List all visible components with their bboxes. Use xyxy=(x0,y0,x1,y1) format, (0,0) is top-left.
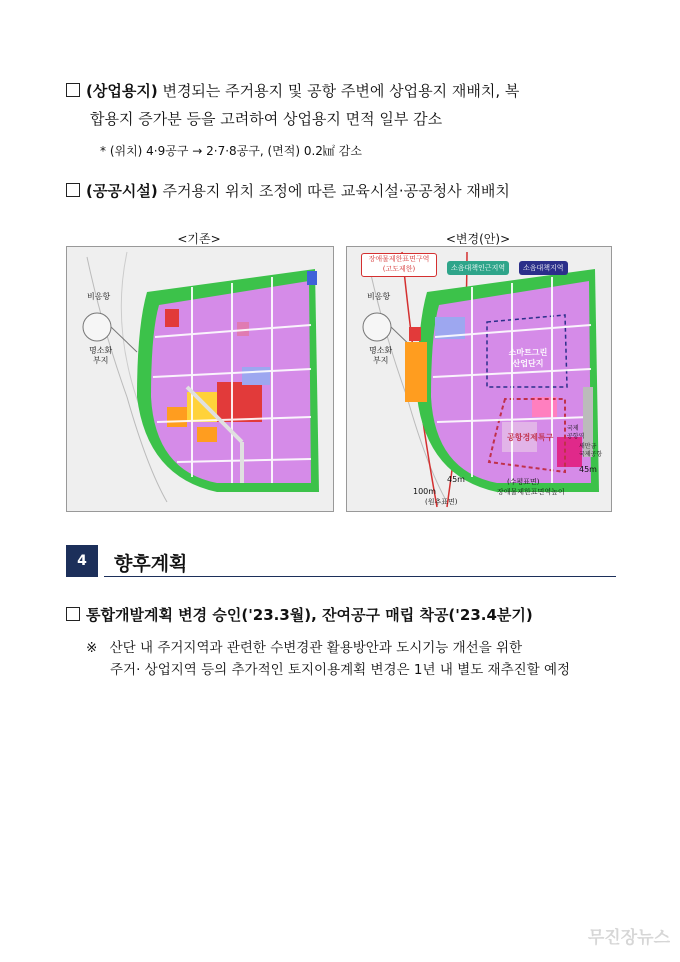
para-commercial-line2: 합용지 증가분 등을 고려하여 상업용지 면적 일부 감소 xyxy=(90,110,443,128)
zone-height-limit-label: 장애물제한표면구역 xyxy=(368,255,430,263)
map-after xyxy=(346,246,612,512)
map-after-caption: <변경(안)> xyxy=(445,232,511,246)
map-after-site1: 명소화 xyxy=(369,346,393,355)
checkbox-icon xyxy=(66,183,80,197)
section-number: 4 xyxy=(66,545,98,577)
surface-conical: (원추표면) xyxy=(425,498,458,506)
para-commercial-lead: (상업용지) xyxy=(86,82,158,100)
saemangeum-line1: 새만금 xyxy=(579,443,597,450)
smart-green-label xyxy=(497,347,559,369)
map-before-site1: 명소화 xyxy=(89,346,113,355)
zone-height-limit-sub: (고도제한) xyxy=(382,265,416,273)
para-note-line1: 산단 내 주거지역과 관련한 수변경관 활용방안과 도시기능 개선을 위한 xyxy=(109,640,523,656)
para-commercial xyxy=(66,80,519,101)
para-note xyxy=(86,636,522,656)
para-public-lead: (공공시설) xyxy=(86,182,158,200)
para-note-line2: 주거· 상업지역 등의 추가적인 토지이용계획 변경은 1년 내 별도 재추진할 예정 xyxy=(110,662,571,678)
section-header xyxy=(66,545,616,577)
map-before-site2: 부지 xyxy=(93,356,109,365)
height-100m: 100m xyxy=(413,487,437,496)
airport-zone-label: 공항경제특구 xyxy=(507,433,554,442)
intl-station-label xyxy=(567,425,584,441)
checkbox-icon xyxy=(66,607,80,621)
para-public-text: 주거용지 위치 조정에 따른 교육시설·공공청사 재배치 xyxy=(162,182,510,200)
zone-height-limit xyxy=(361,253,437,277)
smart-green-line2: 산업단지 xyxy=(512,359,544,368)
map-before-figure xyxy=(67,247,333,511)
surface-horizontal: (수평표면) xyxy=(507,478,540,486)
para-note-mark: ※ xyxy=(86,640,98,656)
section-rule xyxy=(104,576,616,577)
para-plan-text: 통합개발계획 변경 승인('23.3월), 잔여공구 매립 착공('23.4분기) xyxy=(86,606,533,624)
para-public xyxy=(66,180,510,201)
saemangeum-line2: 국제공항 xyxy=(579,451,603,458)
watermark-logo: 무진장뉴스 xyxy=(587,928,670,948)
map-before-airfield: 비응항 xyxy=(87,292,111,301)
map-after-site2: 부지 xyxy=(373,356,389,365)
map-before xyxy=(66,246,334,512)
smart-green-line1: 스마트그린 xyxy=(508,348,548,357)
map-after-figure xyxy=(347,247,611,511)
section-title: 향후계획 xyxy=(114,553,188,575)
saemangeum-label xyxy=(579,443,602,459)
height-45m-left: 45m xyxy=(447,475,465,484)
intl-station-line1: 국제 xyxy=(567,425,579,432)
map-after-airfield: 비응항 xyxy=(367,292,391,301)
intl-station-line2: 공항역 xyxy=(567,433,585,440)
zone-noise-near: 소음대책인근지역 xyxy=(447,261,509,275)
map-before-caption: <기존> xyxy=(177,232,221,246)
surface-height: 장애물제한표면역높이 xyxy=(497,488,565,496)
height-45m-right: 45m xyxy=(579,465,597,474)
para-commercial-line1: 변경되는 주거용지 및 공항 주변에 상업용지 재배치, 복 xyxy=(162,82,520,100)
zone-noise: 소음대책지역 xyxy=(519,261,568,275)
para-commercial-note: * (위치) 4·9공구 → 2·7·8공구, (면적) 0.2㎢ 감소 xyxy=(100,144,362,158)
checkbox-icon xyxy=(66,83,80,97)
para-plan xyxy=(66,604,533,625)
